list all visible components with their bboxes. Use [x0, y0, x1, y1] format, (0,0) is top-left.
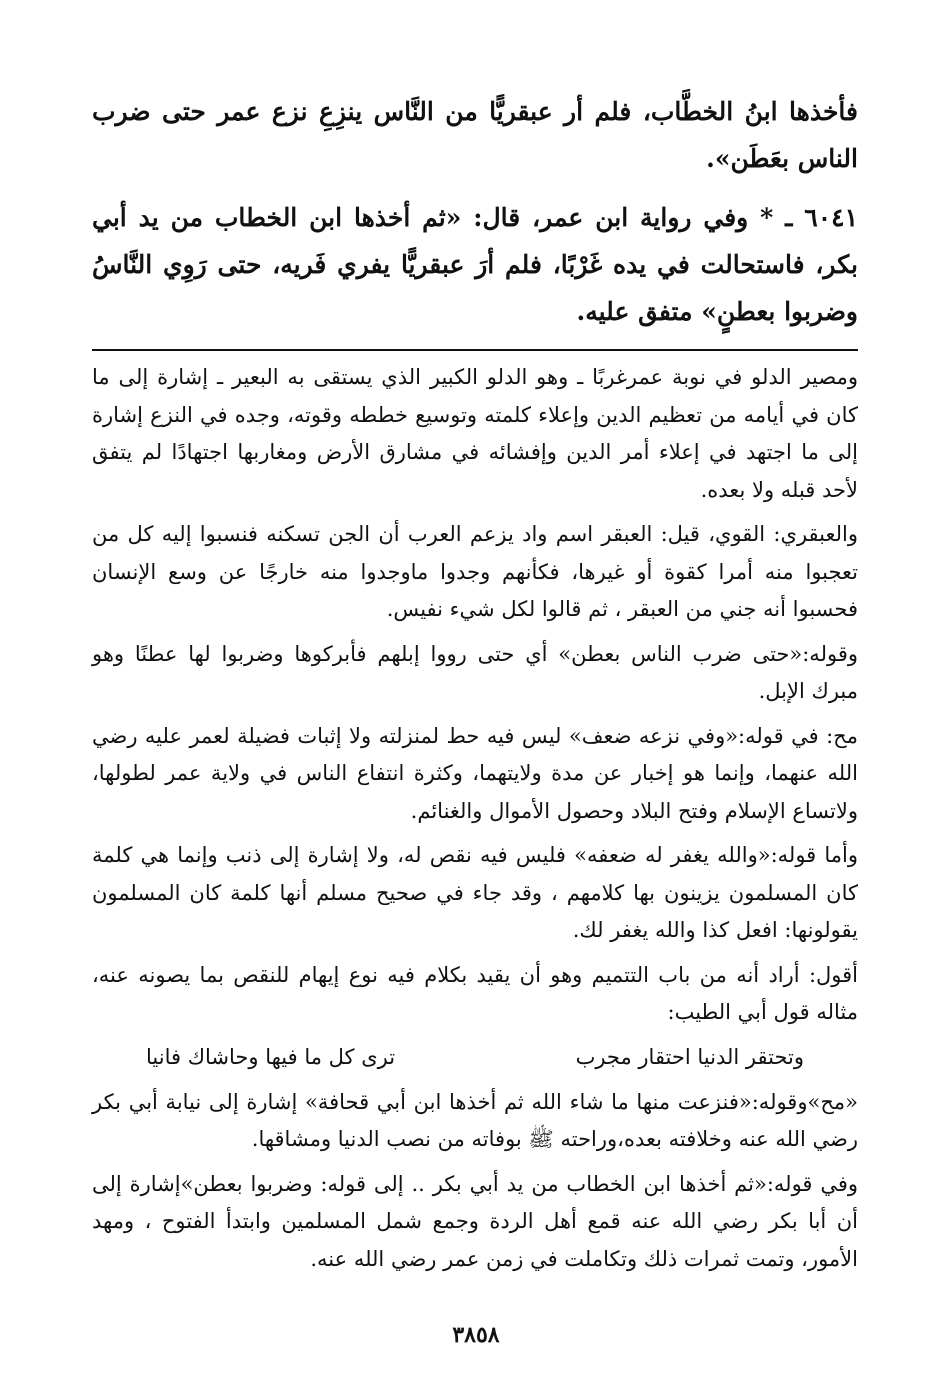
commentary-paragraph: ومصير الدلو في نوبة عمرغربًا ـ وهو الدلو الكبير الذي يستقى به البعير ـ إشارة إلى ما كان في أيامه من تعظيم الدين وإعلاء كلمته وتوسيع خططه وقوته، وجده في النزع إشارة إلى ما اجتهد في إعلاء أمر الدين وإفشائه في مشارق الأرض ومغاربها اجتهادًا لم يتفق لأحد قبله ولا بعده. [92, 365, 858, 502]
commentary-paragraph: «مح»وقوله:«فنزعت منها ما شاء الله ثم أخذها ابن أبي قحافة» إشارة إلى نيابة أبي بكر رضي الله عنه وخلافته بعده،وراحته ﷺ بوفاته من نصب الدنيا ومشاقها. [92, 1089, 858, 1151]
verse-second-hemistich: ترى كل ما فيها وحاشاك فانيا [146, 1044, 396, 1069]
hadith-paragraph: ٦٠٤١ ـ * وفي رواية ابن عمر، قال: «ثم أخذها ابن الخطاب من يد أبي بكر، فاستحالت في يده غَرْبًا، فلم أرَ عبقريًّا يفري فَريه، حتى رَوِي النَّاسُ وضربوا بعطنٍ» متفق عليه. [92, 203, 858, 326]
commentary-paragraph: والعبقري: القوي، قيل: العبقر اسم واد يزعم العرب أن الجن تسكنه فنسبوا إليه كل من تعجبوا منه أمرا كقوة أو غيرها، فكأنهم وجدوا ماوجدوا منه خارجًا عن وسع الإنسان فحسبوا أنه جني من العبقر ، ثم قالوا لكل شيء نفيس. [92, 522, 858, 621]
verse-first-hemistich: وتحتقر الدنيا احتقار مجرب [575, 1044, 804, 1069]
commentary-paragraph: وأما قوله:«والله يغفر له ضعفه» فليس فيه نقص له، ولا إشارة إلى ذنب وإنما هي كلمة كان المسلمون يزينون بها كلامهم ، وقد جاء في صحيح مسلم أنها كلمة كان المسلمون يقولونها: افعل كذا والله يغفر لك. [92, 843, 859, 942]
commentary-paragraph: وفي قوله:«ثم أخذها ابن الخطاب من يد أبي بكر .. إلى قوله: وضربوا بعطن»إشارة إلى أن أبا بكر رضي الله عنه قمع أهل الردة وجمع شمل المسلمين وابتدأ الفتوح ، ومهد الأمور، وتمت ثمرات ذلك وتكاملت في زمن عمر رضي الله عنه. [92, 1171, 859, 1271]
commentary-section [92, 359, 858, 1278]
poetry-verse [146, 1038, 804, 1076]
hadith-text [92, 88, 858, 335]
commentary-paragraph: وقوله:«حتى ضرب الناس بعطن» أي حتى رووا إبلهم فأبركوها وضربوا لها عطنًا وهو مبرك الإبل. [92, 641, 858, 703]
page-number: ٣٨٥٨ [452, 1322, 500, 1348]
footnote-divider [92, 349, 858, 351]
hadith-paragraph: فأخذها ابنُ الخطَّاب، فلم أر عبقريًّا من النَّاس ينزِعِ نزع عمر حتى ضرب الناس بعَطَن». [92, 97, 858, 173]
commentary-paragraph: أقول: أراد أنه من باب التتميم وهو أن يقيد بكلام فيه نوع إيهام للنقص بما يصونه عنه، مثاله قول أبي الطيب: [92, 962, 858, 1024]
commentary-paragraph: مح: في قوله:«وفي نزعه ضعف» ليس فيه حط لمنزلته ولا إثبات فضيلة لعمر عليه رضي الله عنهما، وإنما هو إخبار عن مدة ولايتهما، وكثرة انتفاع الناس في ولاية عمر لطولها، ولاتساع الإسلام وفتح البلاد وحصول الأموال والغنائم. [92, 723, 858, 823]
